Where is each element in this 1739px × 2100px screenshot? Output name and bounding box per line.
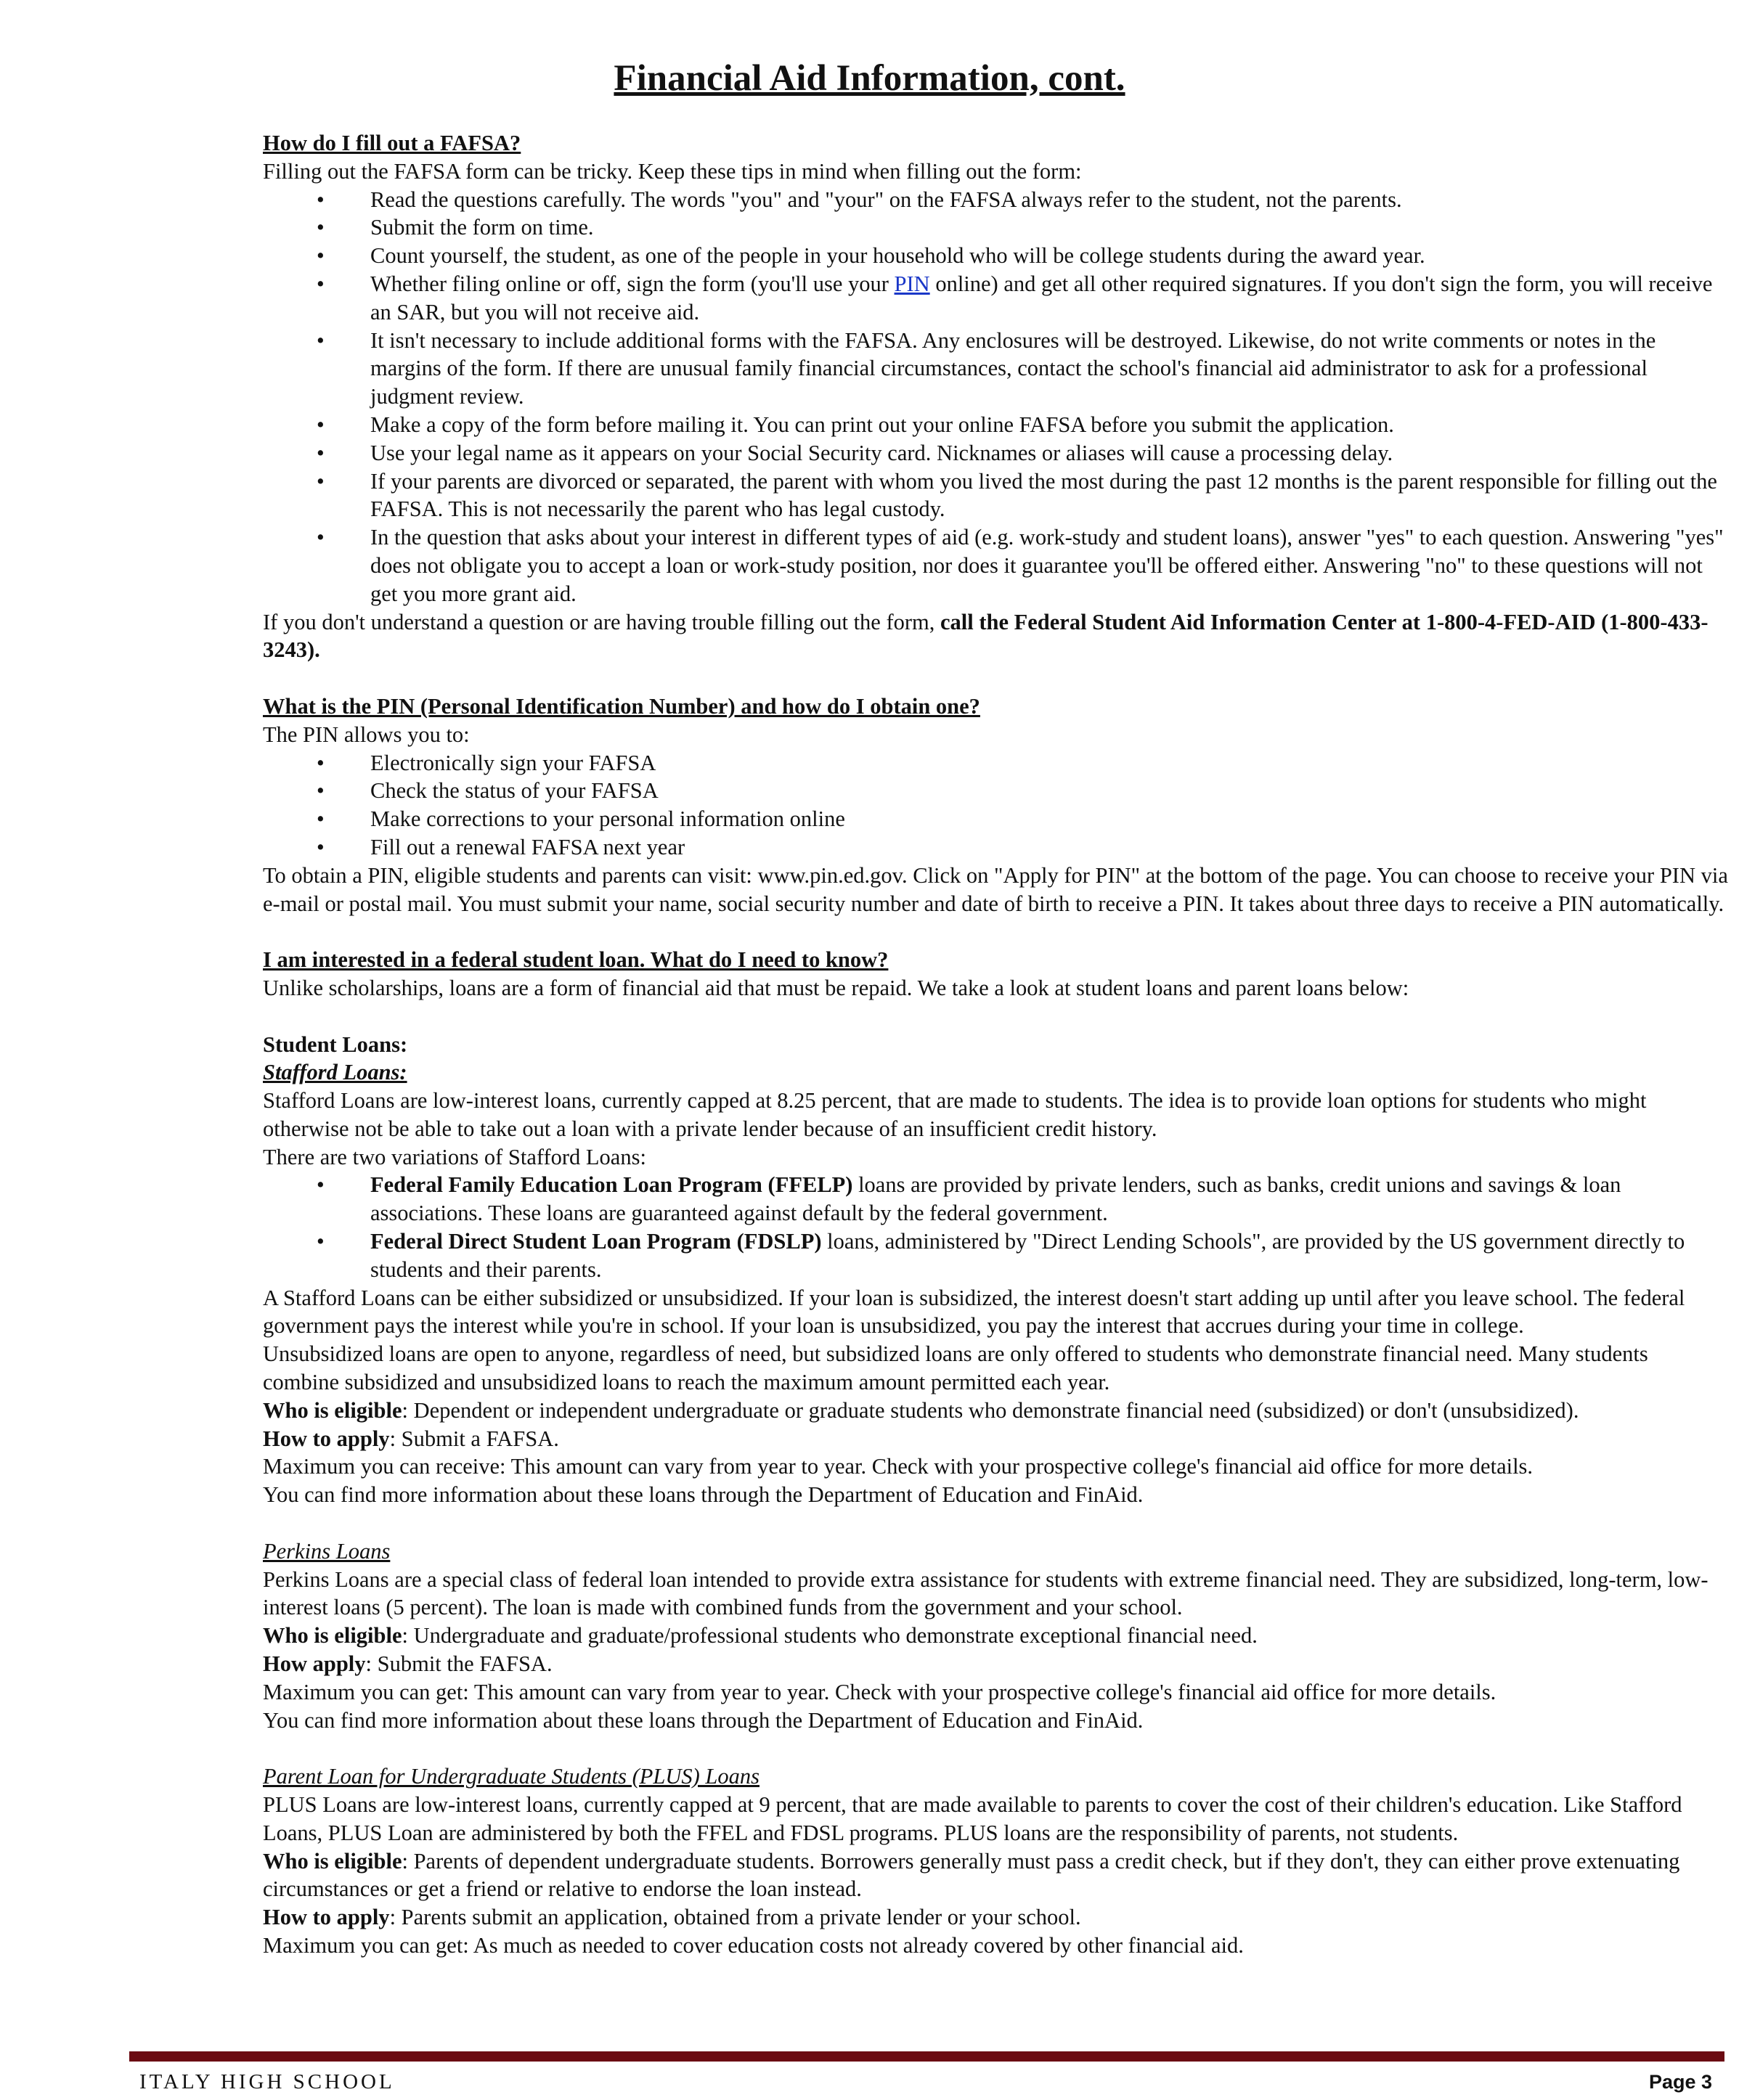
list-item: • Fill out a renewal FAFSA next year — [263, 833, 1730, 862]
help-phone: call the Federal Student Aid Information Center at 1-800-4-FED-AID (1-800-433-3243). — [263, 609, 1709, 663]
list-item: • Submit the form on time. — [263, 213, 1730, 242]
perkins-apply — [263, 1650, 1730, 1678]
perkins-eligible — [263, 1622, 1730, 1650]
stafford-apply — [263, 1425, 1730, 1453]
program-name: Federal Family Education Loan Program (FFELP) — [370, 1172, 853, 1198]
plus-maximum: Maximum you can get: As much as needed to cover education costs not already covered by other financial aid. — [263, 1933, 1244, 1958]
perkins-heading: Perkins Loans — [263, 1538, 391, 1564]
help-text: If you don't understand a question or are having trouble filling out the form, — [263, 609, 940, 634]
fafsa-tips-list — [263, 186, 1730, 608]
list-item: • Make corrections to your personal information online — [263, 805, 1730, 833]
program-desc: loans, administered by "Direct Lending Schools", are provided by the US government directly to students and their parents. — [370, 1229, 1685, 1282]
plus-p1: PLUS Loans are low-interest loans, currently capped at 9 percent, that are made available to parents to cover the cost of their children's education. Like Stafford Loans, PLUS Loan are administered by both the FFEL and FDSL programs. PLUS loans are the responsibility of parents, not students. — [263, 1792, 1682, 1845]
loans-intro: Unlike scholarships, loans are a form of financial aid that must be repaid. We take a look at student loans and parent loans below: — [263, 975, 1409, 1000]
loans-heading: I am interested in a federal student loan. What do I need to know? — [263, 947, 889, 973]
program-desc: loans are provided by private lenders, such as banks, credit unions and savings & loan associations. These loans are guaranteed against default by the federal government. — [370, 1172, 1621, 1226]
list-item: • Electronically sign your FAFSA — [263, 749, 1730, 777]
sign-tip-text: online) and get all other required signatures. If you don't sign the form, you will receive an SAR, but you will not receive aid. — [370, 271, 1713, 324]
stafford-p4: Unsubsidized loans are open to anyone, regardless of need, but subsidized loans are only offered to students who demonstrate financial need. Many students combine subsidized and unsubsidized loans to reach the maximum amount permitted each year. — [263, 1341, 1648, 1395]
stafford-heading: Stafford Loans: — [263, 1060, 407, 1085]
eligible-text: : Undergraduate and graduate/professional students who demonstrate exceptional financial need. — [402, 1623, 1258, 1648]
stafford-p3: A Stafford Loans can be either subsidized or unsubsidized. If your loan is subsidized, the interest doesn't start adding up until after you leave school. The federal government pays the interest while you're in school. If your loan is unsubsidized, you pay the interest that accrues during your time in college. — [263, 1285, 1685, 1339]
fafsa-heading: How do I fill out a FAFSA? — [263, 131, 521, 155]
apply-text: : Submit a FAFSA. — [389, 1426, 559, 1451]
pin-intro: The PIN allows you to: — [263, 722, 470, 747]
stafford-p2: There are two variations of Stafford Loans: — [263, 1144, 646, 1169]
eligible-label: Who is eligible — [263, 1397, 402, 1423]
eligible-label: Who is eligible — [263, 1848, 402, 1874]
pin-link[interactable]: PIN — [894, 271, 930, 296]
student-loans-heading: Student Loans: — [263, 1031, 408, 1057]
pin-uses-list — [263, 749, 1730, 862]
list-item — [263, 270, 1730, 327]
stafford-more: You can find more information about these loans through the Department of Education and FinAid. — [263, 1482, 1144, 1508]
perkins-maximum: Maximum you can get: This amount can vary from year to year. Check with your prospective college's financial aid office for more details. — [263, 1679, 1496, 1704]
stafford-maximum: Maximum you can receive: This amount can vary from year to year. Check with your prospective college's financial aid office for more details. — [263, 1454, 1534, 1479]
list-item: • In the question that asks about your interest in different types of aid (e.g. work-study and student loans), answer "yes" to each question. Answering "yes" does not obligate you to accept a loan or work-study position, nor does it guarantee you'll be offered either. Answering "no" to these questions will not get you more grant aid. — [263, 523, 1730, 608]
pin-heading: What is the PIN (Personal Identification Number) and how do I obtain one? — [263, 693, 980, 719]
perkins-p1: Perkins Loans are a special class of federal loan intended to provide extra assistance for students with extreme financial need. They are subsidized, long-term, low-interest loans (5 percent). The loan is made with combined funds from the government and your school. — [263, 1566, 1709, 1620]
footer-divider — [129, 2051, 1724, 2062]
apply-text: : Parents submit an application, obtained from a private lender or your school. — [389, 1905, 1081, 1930]
eligible-text: : Parents of dependent undergraduate students. Borrowers generally must pass a credit check, but if they don't, they can either prove extenuating circumstances or get a friend or relative to endorse the loan instead. — [263, 1848, 1680, 1902]
stafford-p1: Stafford Loans are low-interest loans, currently capped at 8.25 percent, that are made to students. The idea is to provide loan options for students who might otherwise not be able to take out a loan with a private lender because of an insufficient credit history. — [263, 1088, 1647, 1141]
list-item: • Make a copy of the form before mailing it. You can print out your online FAFSA before you submit the application. — [263, 411, 1730, 439]
eligible-label: Who is eligible — [263, 1623, 402, 1648]
eligible-text: : Dependent or independent undergraduate or graduate students who demonstrate financial need (subsidized) or don't (unsubsidized). — [402, 1397, 1579, 1423]
fafsa-help — [263, 608, 1730, 665]
program-name: Federal Direct Student Loan Program (FDSLP) — [370, 1229, 822, 1254]
list-item — [263, 1171, 1730, 1227]
plus-apply — [263, 1903, 1730, 1932]
page-number: Page 3 — [1648, 2071, 1712, 2093]
plus-heading: Parent Loan for Undergraduate Students (PLUS) Loans — [263, 1764, 759, 1789]
stafford-variations-list — [263, 1171, 1730, 1283]
list-item: • Count yourself, the student, as one of the people in your household who will be college students during the award year. — [263, 242, 1730, 270]
pin-obtain: To obtain a PIN, eligible students and parents can visit: www.pin.ed.gov. Click on "Apply for PIN" at the bottom of the page. You can choose to receive your PIN via e-mail or postal mail. You must submit your name, social security number and date of birth to receive a PIN. It takes about three days to receive a PIN automatically. — [263, 862, 1728, 916]
list-item: • Use your legal name as it appears on your Social Security card. Nicknames or aliases will cause a processing delay. — [263, 439, 1730, 467]
stafford-eligible — [263, 1397, 1730, 1425]
document-body — [263, 129, 1730, 1960]
sign-tip-text: Whether filing online or off, sign the form (you'll use your — [370, 271, 895, 296]
list-item: • If your parents are divorced or separated, the parent with whom you lived the most during the past 12 months is the parent responsible for filling out the FAFSA. This is not necessarily the parent who has legal custody. — [263, 467, 1730, 524]
list-item: • Check the status of your FAFSA — [263, 777, 1730, 805]
apply-text: : Submit the FAFSA. — [365, 1651, 553, 1677]
fafsa-intro: Filling out the FAFSA form can be tricky. Keep these tips in mind when filling out the form: — [263, 158, 1082, 184]
list-item — [263, 1227, 1730, 1284]
footer-school-name: ITALY HIGH SCHOOL — [139, 2070, 395, 2093]
list-item: • It isn't necessary to include additional forms with the FAFSA. Any enclosures will be destroyed. Likewise, do not write comments or notes in the margins of the form. If there are unusual family financial circumstances, contact the school's financial aid administrator to ask for a professional judgment review. — [263, 327, 1730, 411]
page-title: Financial Aid Information, cont. — [614, 58, 1125, 99]
list-item: • Read the questions carefully. The words "you" and "your" on the FAFSA always refer to the student, not the parents. — [263, 186, 1730, 214]
perkins-more: You can find more information about these loans through the Department of Education and FinAid. — [263, 1707, 1144, 1733]
plus-eligible — [263, 1847, 1730, 1904]
apply-label: How apply — [263, 1651, 366, 1677]
apply-label: How to apply — [263, 1426, 390, 1451]
apply-label: How to apply — [263, 1905, 390, 1930]
